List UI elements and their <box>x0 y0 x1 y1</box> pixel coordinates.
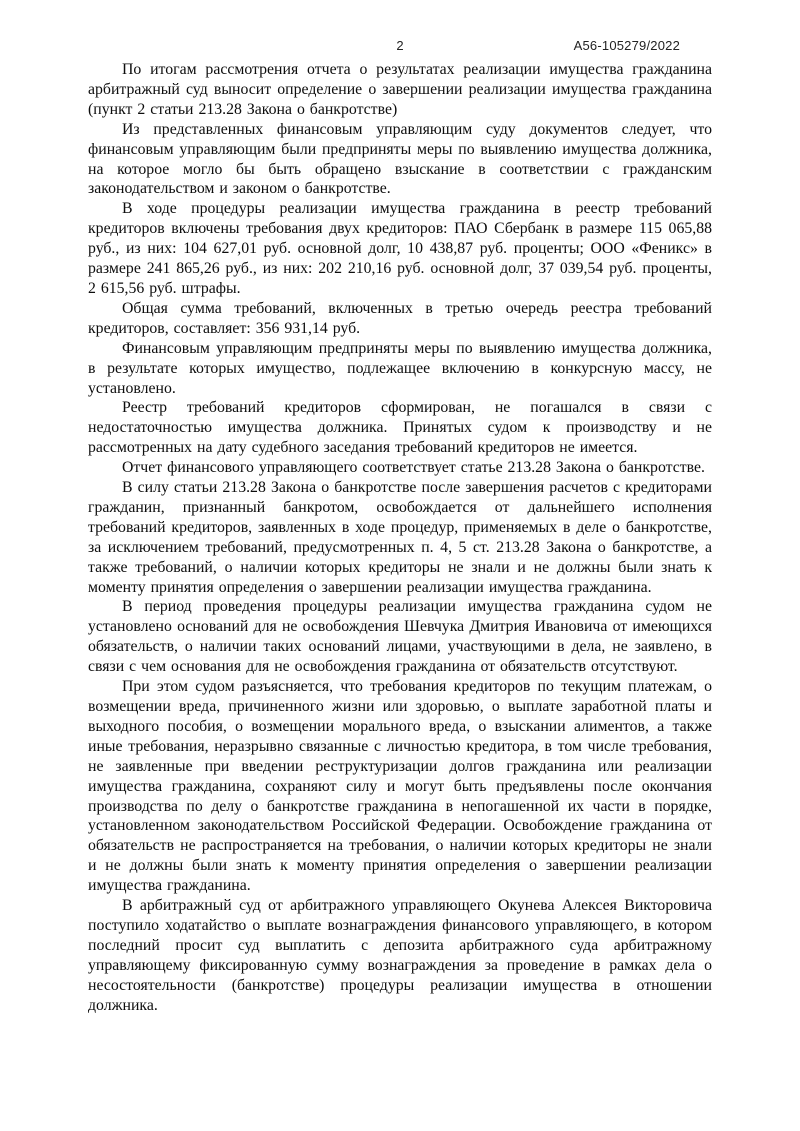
paragraph: Из представленных финансовым управляющим суду документов следует, что финансовым управляющим были предприняты меры по выявлению имущества должника, на которое могло бы быть обращено взыскание в соответствии с гражданским законодательством и законом о банкротстве. <box>88 120 712 198</box>
paragraph: Отчет финансового управляющего соответствует статье 213.28 Закона о банкротстве. <box>122 459 705 477</box>
page-number: 2 <box>396 38 404 53</box>
paragraph: В ходе процедуры реализации имущества гражданина в реестр требований кредиторов включены требования двух кредиторов: ПАО Сбербанк в размере 115 065,88 руб., из них: 104 627,01 руб. основной долг, 10 438,87 руб. проценты; ООО «Феникс» в размере 241 865,26 руб., из них: 202 210,16 руб. основной долг, 37 039,54 руб. проценты, 2 615,56 руб. штрафы. <box>88 200 712 297</box>
paragraph: Финансовым управляющим предприняты меры по выявлению имущества должника, в результате которых имущество, подлежащее включению в конкурсную массу, не установлено. <box>88 339 712 397</box>
document-text <box>88 60 712 1016</box>
paragraph: По итогам рассмотрения отчета о результатах реализации имущества гражданина арбитражный суд выносит определение о завершении реализации имущества гражданина (пункт 2 статьи 213.28 Закона о банкротстве) <box>88 61 712 118</box>
paragraph: Реестр требований кредиторов сформирован, не погашался в связи с недостаточностью имущества должника. Принятых судом к производству и не рассмотренных на дату судебного заседания требований кредиторов не имеется. <box>88 399 712 457</box>
case-number: А56-105279/2022 <box>573 38 680 53</box>
paragraph: В период проведения процедуры реализации имущества гражданина судом не установлено оснований для не освобождения Шевчука Дмитрия Ивановича от имеющихся обязательств, о наличии таких оснований лицами, участвующими в дела, не заявлено, в связи с чем основания для не освобождения гражданина от обязательств отсутствуют. <box>88 598 712 676</box>
page-header <box>88 36 712 60</box>
paragraph: В арбитражный суд от арбитражного управляющего Окунева Алексея Викторовича поступило ходатайство о выплате вознаграждения финансового управляющего, в котором последний просит суд выплатить с депозита арбитражного суда арбитражному управляющему фиксированную сумму вознаграждения за проведение в рамках дела о несостоятельности (банкротстве) процедуры реализации имущества в отношении должника. <box>88 897 712 1014</box>
paragraph: В силу статьи 213.28 Закона о банкротстве после завершения расчетов с кредиторами гражданин, признанный банкротом, освобождается от дальнейшего исполнения требований кредиторов, заявленных в ходе процедур, применяемых в деле о банкротстве, за исключением требований, предусмотренных п. 4, 5 ст. 213.28 Закона о банкротстве, а также требований, о наличии которых кредиторы не знали и не должны были знать к моменту принятия определения о завершении реализации имущества гражданина. <box>88 479 712 596</box>
paragraph: При этом судом разъясняется, что требования кредиторов по текущим платежам, о возмещении вреда, причиненного жизни или здоровью, о выплате заработной платы и выходного пособия, о возмещении морального вреда, о взыскании алиментов, а также иные требования, неразрывно связанные с личностью кредитора, в том числе требования, не заявленные при введении реструктуризации долгов гражданина или реализации имущества гражданина, сохраняют силу и могут быть предъявлены после окончания производства по делу о банкротстве гражданина в непогашенной их части в порядке, установленном законодательством Российской Федерации. Освобождение гражданина от обязательств не распространяется на требования, о наличии которых кредиторы не знали и не должны были знать к моменту принятия определения о завершении реализации имущества гражданина. <box>88 678 712 895</box>
paragraph: Общая сумма требований, включенных в третью очередь реестра требований кредиторов, составляет: 356 931,14 руб. <box>88 299 712 337</box>
